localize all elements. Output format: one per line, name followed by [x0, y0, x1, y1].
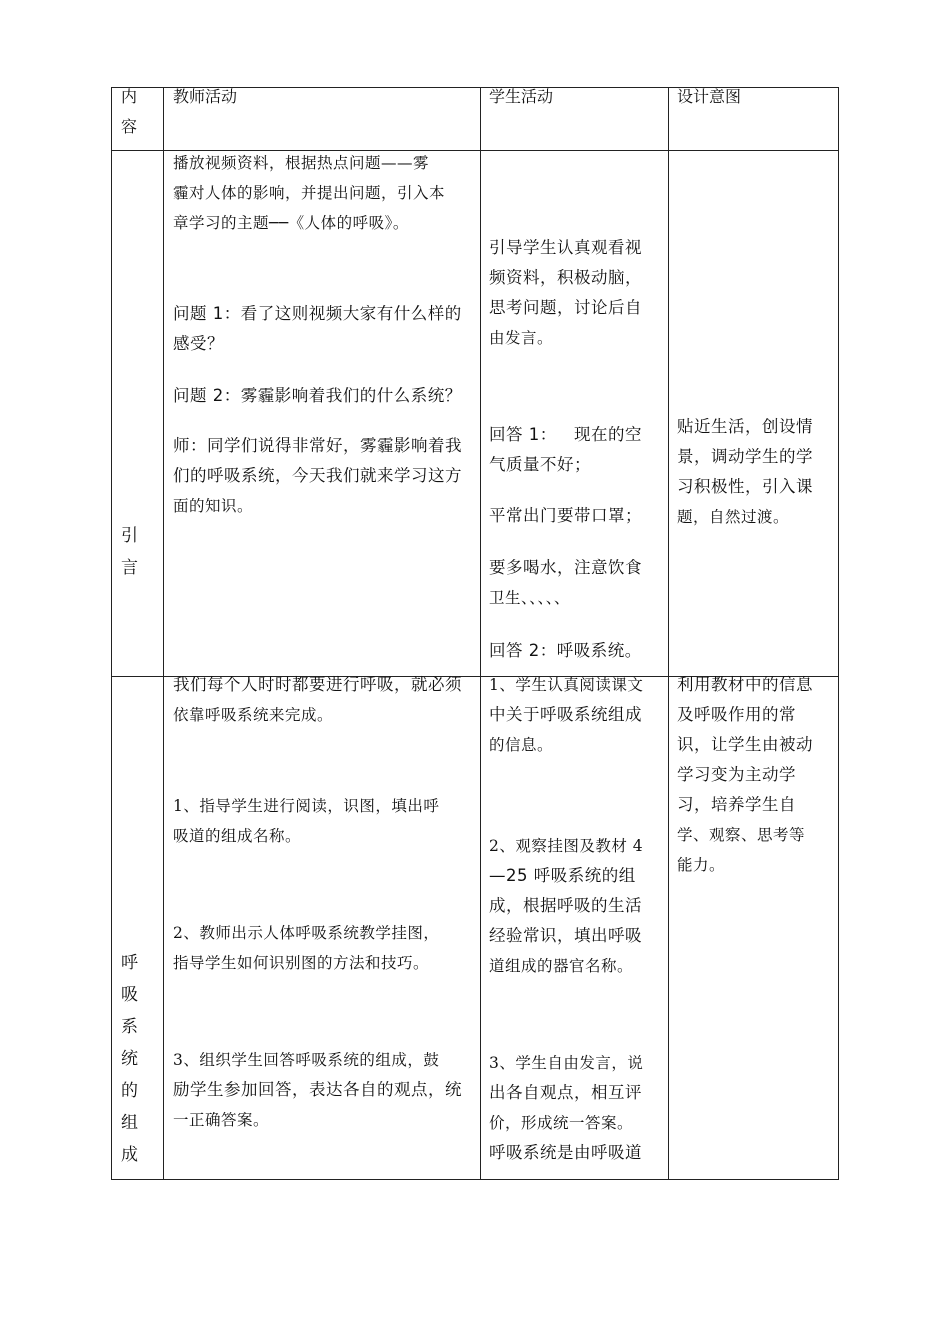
text-line: 吸道的组成名称。 [173, 827, 302, 845]
text-line: 贴近生活，创设情 [677, 417, 813, 436]
system-teacher-p1 [173, 670, 462, 730]
header-design-intent: 设计意图 [677, 87, 742, 106]
label-char: 系 [121, 1017, 138, 1037]
system-teacher-p2 [173, 791, 439, 851]
text-line: 章学习的主题──《人体的呼吸》。 [173, 214, 409, 232]
text-line: 价，形成统一答案。 [489, 1114, 634, 1132]
text-line: 景，调动学生的学 [677, 447, 813, 466]
system-teacher-p4 [173, 1045, 462, 1135]
label-char: 吸 [121, 985, 138, 1005]
row-label-respiratory-system [121, 947, 138, 1171]
text-line: 出各自观点，相互评 [489, 1083, 642, 1102]
text-line: 学习变为主动学 [677, 765, 796, 784]
text-line: 及呼吸作用的常 [677, 705, 796, 724]
text-line: 3、学生自由发言，说 [489, 1054, 644, 1072]
intro-student-a3 [489, 553, 642, 613]
text-line: 依靠呼吸系统来完成。 [173, 706, 334, 724]
text-line: 气质量不好； [489, 455, 591, 474]
text-line: 习积极性，引入课 [677, 477, 813, 496]
intro-teacher-q1 [173, 299, 462, 359]
column-divider-2 [480, 87, 481, 1180]
text-line: 问题 1：看了这则视频大家有什么样的 [173, 304, 462, 323]
text-line: 师：同学们说得非常好，雾霾影响着我 [173, 436, 462, 455]
intro-student-a4 [489, 636, 642, 666]
text-line: 思考问题，讨论后自 [489, 298, 642, 317]
text-line: 经验常识，填出呼吸 [489, 926, 642, 945]
intro-intent-text [677, 412, 813, 532]
intro-teacher-p1 [173, 148, 445, 238]
text-line: 1、学生认真阅读课文 [489, 676, 644, 694]
header-content-cell [121, 82, 137, 142]
text-line: 2、教师出示人体呼吸系统教学挂图， [173, 924, 440, 942]
system-student-p1 [489, 670, 643, 760]
label-char: 呼 [121, 953, 138, 973]
table-border-left [111, 87, 112, 1180]
label-char: 引 [121, 526, 138, 546]
label-char: 统 [121, 1049, 138, 1069]
text-line: 1、指导学生进行阅读，识图，填出呼 [173, 797, 440, 815]
label-char: 组 [121, 1113, 138, 1133]
text-line: 指导学生如何识别图的方法和技巧。 [173, 954, 430, 972]
label-char: 的 [121, 1081, 138, 1101]
column-divider-3 [668, 87, 669, 1180]
text-line: 问题 2：雾霾影响着我们的什么系统？ [173, 386, 462, 405]
text-line: 利用教材中的信息 [677, 675, 813, 694]
text-line: 学、观察、思考等 [677, 826, 806, 844]
intro-student-a1 [489, 420, 642, 480]
text-line: 平常出门要带口罩； [489, 506, 642, 525]
text-line: 回答 1： 现在的空 [489, 425, 642, 444]
header-content-char: 内 [121, 87, 138, 106]
text-line: 呼吸系统是由呼吸道 [489, 1143, 642, 1162]
table-border-bottom [111, 1179, 839, 1180]
label-char: 成 [121, 1145, 138, 1165]
text-line: 霾对人体的影响，并提出问题，引入本 [173, 184, 446, 202]
text-line: 中关于呼吸系统组成 [489, 705, 642, 724]
table-border-right [838, 87, 839, 1180]
text-line: 播放视频资料，根据热点问题——雾 [173, 154, 430, 172]
intro-student-a2 [489, 501, 642, 531]
lesson-plan-table [111, 87, 839, 1180]
text-line: 3、组织学生回答呼吸系统的组成，鼓 [173, 1051, 440, 1069]
system-teacher-p3 [173, 918, 439, 978]
text-line: 回答 2：呼吸系统。 [489, 641, 642, 660]
text-line: 感受？ [173, 334, 224, 353]
text-line: 题，自然过渡。 [677, 508, 790, 526]
row-label-intro [121, 520, 138, 584]
text-line: 能力。 [677, 856, 726, 874]
text-line: 成，根据呼吸的生活 [489, 896, 642, 915]
text-line: 我们每个人时时都要进行呼吸，就必须 [173, 675, 462, 694]
header-student-activity: 学生活动 [489, 87, 554, 106]
header-content-char: 容 [121, 117, 138, 136]
intro-teacher-p2 [173, 431, 462, 521]
system-student-p3 [489, 1048, 643, 1168]
text-line: 习，培养学生自 [677, 795, 796, 814]
text-line: 的信息。 [489, 736, 554, 754]
text-line: 们的呼吸系统，今天我们就来学习这方 [173, 466, 462, 485]
text-line: 引导学生认真观看视 [489, 238, 642, 257]
text-line: —25 呼吸系统的组 [489, 866, 636, 885]
text-line: 识，让学生由被动 [677, 735, 813, 754]
text-line: 要多喝水，注意饮食 [489, 558, 642, 577]
header-teacher-activity: 教师活动 [173, 87, 238, 106]
system-student-p2 [489, 831, 643, 981]
text-line: 励学生参加回答，表达各自的观点，统 [173, 1080, 462, 1099]
text-line: 频资料，积极动脑， [489, 268, 642, 287]
text-line: 面的知识。 [173, 497, 254, 515]
column-divider-1 [163, 87, 164, 1180]
intro-student-p1 [489, 233, 642, 353]
text-line: 道组成的器官名称。 [489, 957, 634, 975]
label-char: 言 [121, 558, 138, 578]
system-intent-text [677, 670, 813, 880]
text-line: 2、观察挂图及教材 4 [489, 837, 644, 855]
text-line: 由发言。 [489, 329, 554, 347]
text-line: 一正确答案。 [173, 1111, 270, 1129]
text-line: 卫生、、、、、 [489, 589, 571, 607]
intro-teacher-q2 [173, 381, 462, 411]
